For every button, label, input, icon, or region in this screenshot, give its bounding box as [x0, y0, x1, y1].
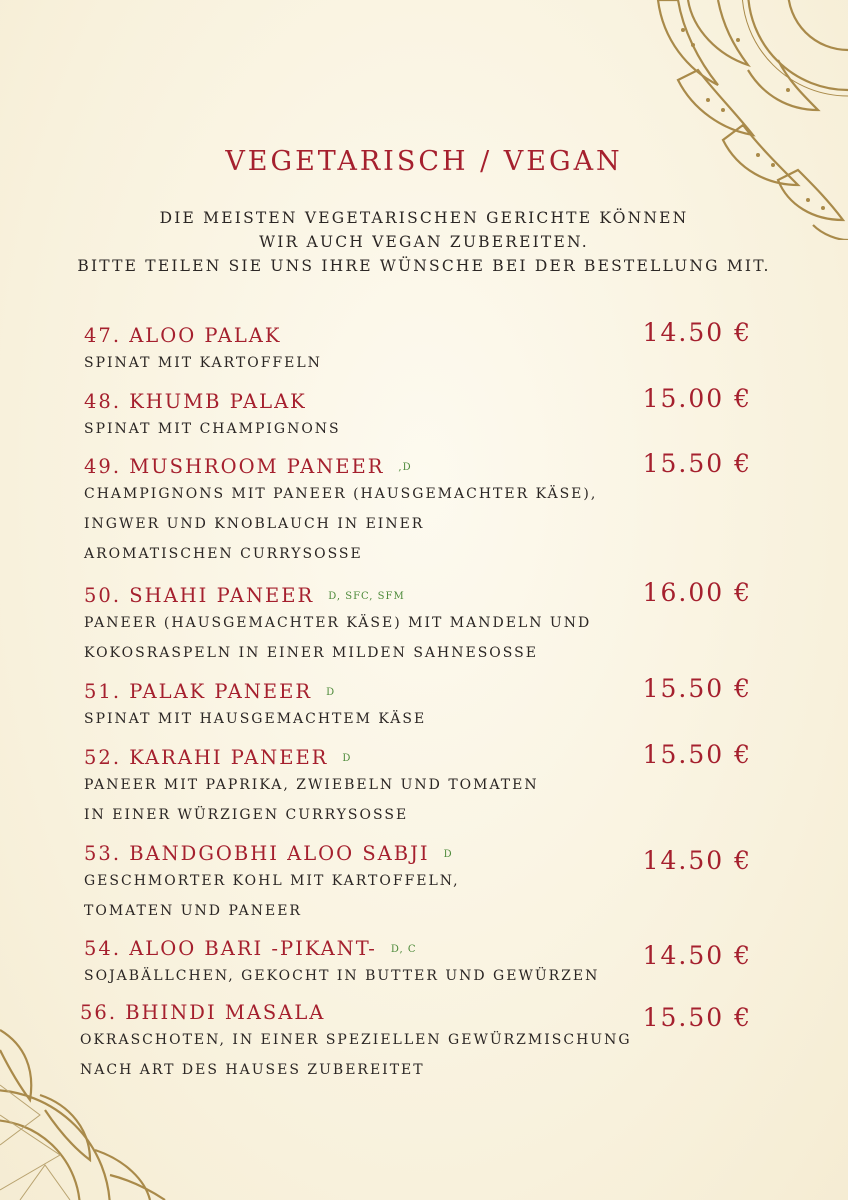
item-name: 52. KARAHI PANEER [84, 746, 329, 769]
item-price: 15.50 € [642, 674, 752, 703]
item-name: 47. ALOO PALAK [84, 324, 282, 347]
menu-item [84, 842, 764, 926]
menu-item [84, 318, 764, 378]
item-description: SPINAT MIT CHAMPIGNONS [84, 421, 341, 437]
item-price: 14.50 € [642, 318, 752, 347]
allergen-codes: D [326, 687, 336, 698]
item-description: TOMATEN UND PANEER [84, 903, 302, 919]
mandala-ornament-icon [638, 0, 848, 240]
item-description: NACH ART DES HAUSES ZUBEREITET [80, 1062, 425, 1078]
item-name: 49. MUSHROOM PANEER [84, 455, 385, 478]
menu-item [80, 1001, 764, 1085]
allergen-codes: D, SFC, SFM [328, 591, 405, 602]
item-description: KOKOSRASPELN IN EINER MILDEN SAHNESOSSE [84, 645, 538, 661]
intro-line: WIR AUCH VEGAN ZUBEREITEN. [259, 233, 589, 251]
item-description: PANEER MIT PAPRIKA, ZWIEBELN UND TOMATEN [84, 777, 539, 793]
allergen-codes: D [443, 849, 453, 860]
item-description: IN EINER WÜRZIGEN CURRYSOSSE [84, 807, 409, 823]
item-name: 56. BHINDI MASALA [80, 1001, 326, 1024]
item-name: 54. ALOO BARI -PIKANT- [84, 937, 377, 960]
item-description: AROMATISCHEN CURRYSOSSE [84, 546, 363, 562]
item-price: 15.50 € [642, 740, 752, 769]
item-name: 51. PALAK PANEER [84, 680, 313, 703]
item-description: GESCHMORTER KOHL MIT KARTOFFELN, [84, 873, 460, 889]
item-description: SOJABÄLLCHEN, GEKOCHT IN BUTTER UND GEWÜRZEN [84, 968, 600, 984]
page-title: VEGETARISCH / VEGAN [225, 146, 623, 177]
item-price: 15.00 € [642, 384, 752, 413]
menu-item [84, 674, 764, 734]
item-price: 14.50 € [642, 941, 752, 970]
menu-item [84, 578, 764, 668]
allergen-codes: D [342, 753, 352, 764]
menu-item [84, 740, 764, 830]
intro-line: DIE MEISTEN VEGETARISCHEN GERICHTE KÖNNEN [159, 209, 689, 227]
menu-item [84, 449, 764, 569]
menu-item [84, 937, 764, 991]
menu-item [84, 384, 764, 444]
item-name: 50. SHAHI PANEER [84, 584, 315, 607]
item-description: SPINAT MIT KARTOFFELN [84, 355, 322, 371]
item-description: SPINAT MIT HAUSGEMACHTEM KÄSE [84, 711, 427, 727]
allergen-codes: ,D [398, 462, 412, 473]
item-name: 48. KHUMB PALAK [84, 390, 307, 413]
item-description: CHAMPIGNONS MIT PANEER (HAUSGEMACHTER KÄSE), [84, 486, 598, 502]
item-price: 15.50 € [642, 1003, 752, 1032]
item-price: 15.50 € [642, 449, 752, 478]
item-description: OKRASCHOTEN, IN EINER SPEZIELLEN GEWÜRZMISCHUNG [80, 1032, 632, 1048]
item-price: 14.50 € [642, 846, 752, 875]
item-description: PANEER (HAUSGEMACHTER KÄSE) MIT MANDELN UND [84, 615, 592, 631]
intro-line: BITTE TEILEN SIE UNS IHRE WÜNSCHE BEI DER BESTELLUNG MIT. [77, 257, 771, 275]
item-description: INGWER UND KNOBLAUCH IN EINER [84, 516, 425, 532]
item-price: 16.00 € [642, 578, 752, 607]
item-name: 53. BANDGOBHI ALOO SABJI [84, 842, 430, 865]
intro-text [0, 206, 848, 278]
allergen-codes: D, C [390, 944, 417, 955]
